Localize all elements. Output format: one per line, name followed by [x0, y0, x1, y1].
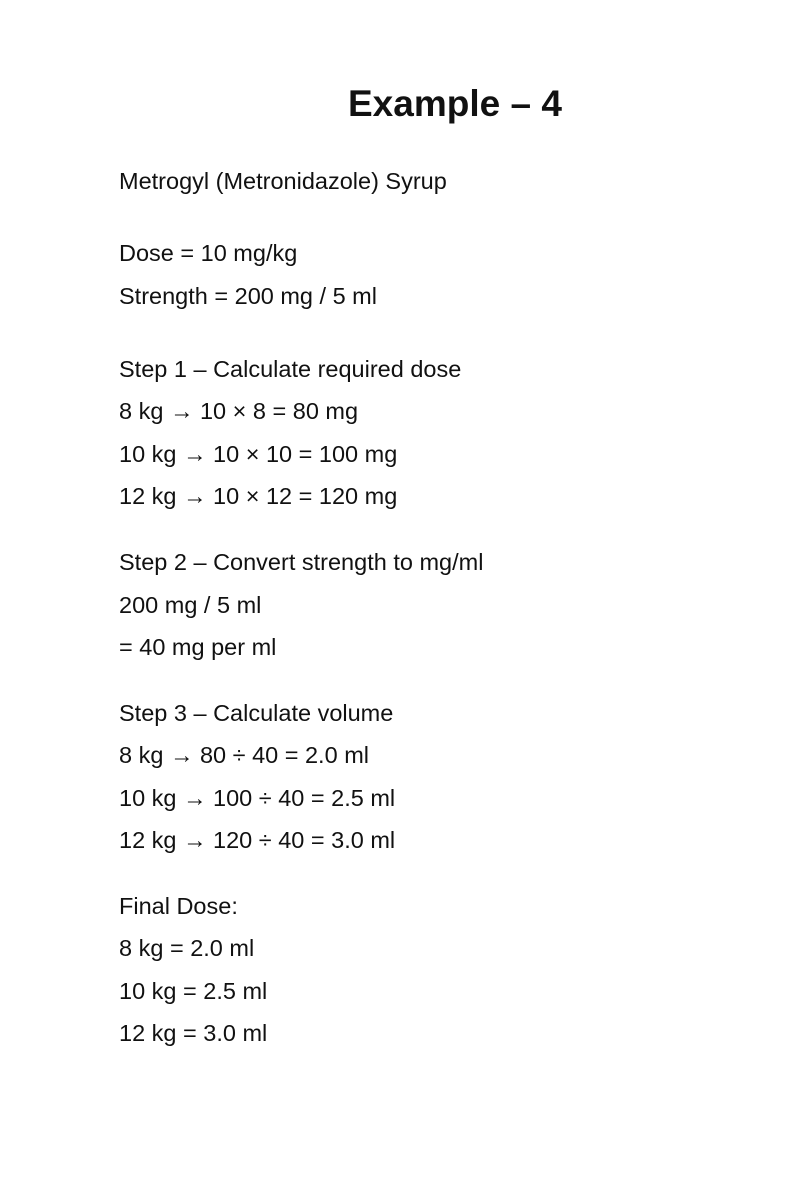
final-line: 12 kg = 3.0 ml	[119, 1020, 268, 1046]
strength-line: Strength = 200 mg / 5 ml	[119, 283, 377, 309]
step1-line: 8 kg → 10 × 8 = 80 mg	[119, 398, 359, 424]
step3-line: 8 kg → 80 ÷ 40 = 2.0 ml	[119, 742, 369, 768]
final-heading: Final Dose:	[119, 893, 238, 919]
page-title: Example – 4	[348, 83, 562, 124]
dose-line: Dose = 10 mg/kg	[119, 240, 298, 266]
step1-heading: Step 1 – Calculate required dose	[119, 356, 462, 382]
drug-name: Metrogyl (Metronidazole) Syrup	[119, 168, 447, 194]
step2-line: 200 mg / 5 ml	[119, 592, 262, 618]
final-line: 10 kg = 2.5 ml	[119, 978, 268, 1004]
step1-line: 10 kg → 10 × 10 = 100 mg	[119, 441, 398, 467]
final-line: 8 kg = 2.0 ml	[119, 935, 255, 961]
step3-line: 12 kg → 120 ÷ 40 = 3.0 ml	[119, 827, 396, 853]
step3-line: 10 kg → 100 ÷ 40 = 2.5 ml	[119, 785, 396, 811]
step2-line: = 40 mg per ml	[119, 634, 277, 660]
step2-heading: Step 2 – Convert strength to mg/ml	[119, 549, 484, 575]
step3-heading: Step 3 – Calculate volume	[119, 700, 394, 726]
step1-line: 12 kg → 10 × 12 = 120 mg	[119, 483, 398, 509]
